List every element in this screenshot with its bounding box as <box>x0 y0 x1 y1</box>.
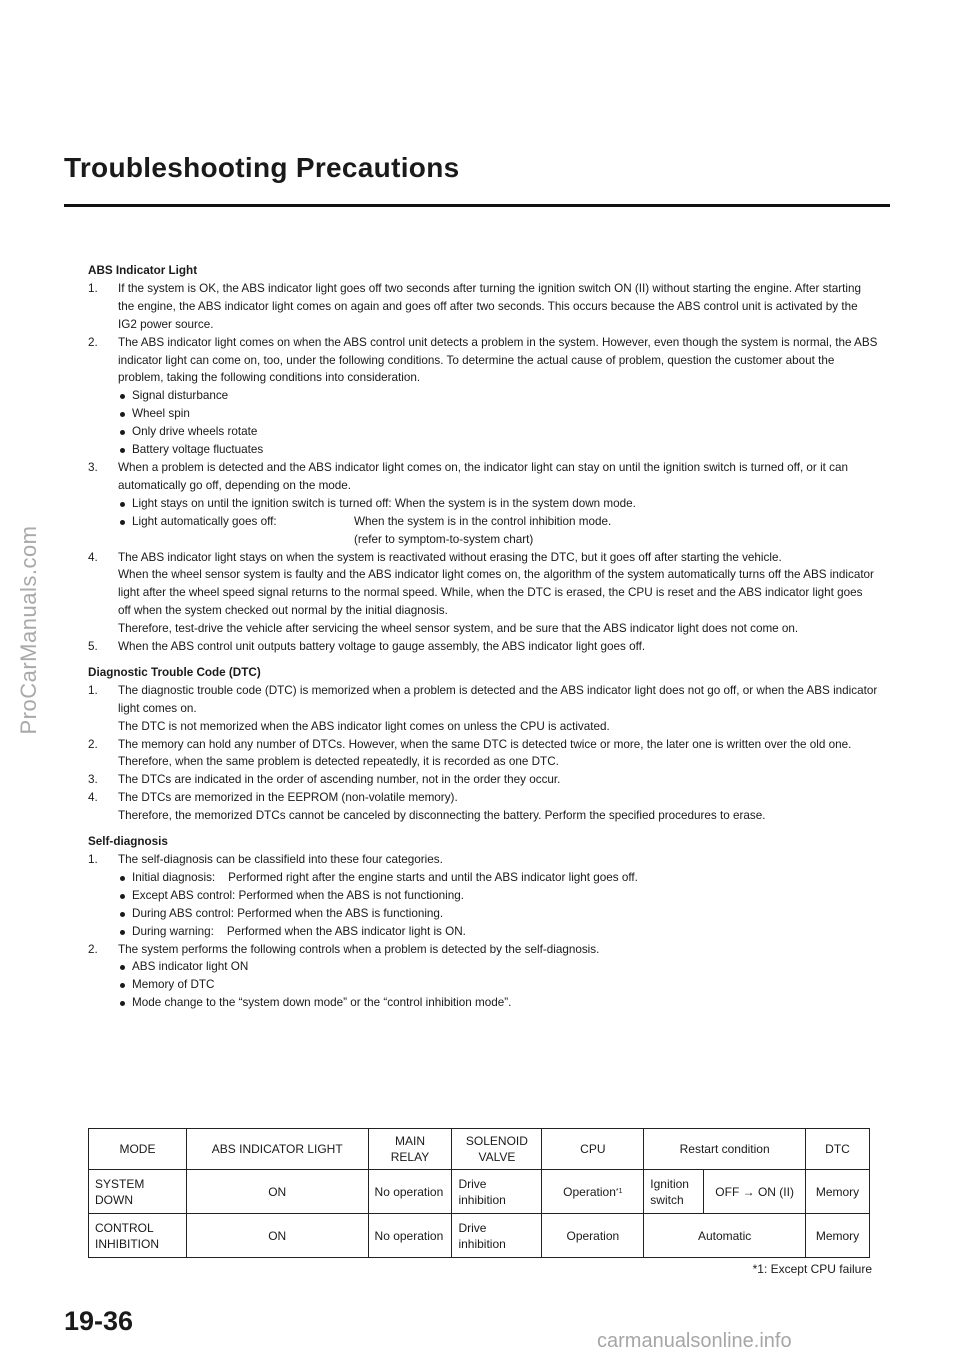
bullet: Light automatically goes off: When the system is in the control inhibition mode. <box>118 513 878 531</box>
bullet: Light stays on until the ignition switch is turned off: When the system is in the system down mode. <box>118 495 878 513</box>
bullet: Only drive wheels rotate <box>118 423 878 441</box>
bullet: Initial diagnosis: Performed right after the engine starts and until the ABS indicator light goes off. <box>118 869 878 887</box>
bullet: ABS indicator light ON <box>118 958 878 976</box>
abs-heading: ABS Indicator Light <box>88 264 198 277</box>
abs-item-4: 4. The ABS indicator light stays on when the system is reactivated without erasing the DTC, but it goes off after starting the vehicle. When the wheel sensor system is faulty and the ABS indicator light comes on, the algorithm of the system automatically turns off the ABS indicator light after the wheel speed signal returns to the normal speed. While, when the DTC is erased, the CPU is reset and the ABS indicator light goes off when the system checked out normal by the initial diagnosis. Therefore, test-drive the vehicle after servicing the wheel sensor system, and be sure that the ABS indicator light does not come on. <box>88 550 874 636</box>
table-row: CONTROL INHIBITION ON No operation Drive inhibition Operation Automatic Memory <box>89 1214 870 1258</box>
table-footnote: *1: Except CPU failure <box>752 1262 872 1276</box>
dtc-item-2: 2. The memory can hold any number of DTCs. However, when the same DTC is detected twice or more, the later one is written over the old one. Therefore, when the same problem is detected repeatedly, it is recorded as one DTC. <box>88 737 852 769</box>
table-row: SYSTEM DOWN ON No operation Drive inhibition Operation$^{*1}$ Ignition switch OFF → ON (II) Memory <box>89 1170 870 1214</box>
dtc-item-4: 4. The DTCs are memorized in the EEPROM (non-volatile memory). Therefore, the memorized DTCs cannot be canceled by disconnecting the battery. Perform the specified procedures to erase. <box>88 791 766 823</box>
bullet: Wheel spin <box>118 405 878 423</box>
bullet: During ABS control: Performed when the ABS is functioning. <box>118 905 878 923</box>
bullet: Battery voltage fluctuates <box>118 441 878 459</box>
main-content <box>88 262 878 1012</box>
dtc-item-3: 3. The DTCs are indicated in the order of ascending number, not in the order they occur. <box>88 773 561 787</box>
bullet: Signal disturbance <box>118 387 878 405</box>
bullet: Mode change to the “system down mode” or the “control inhibition mode”. <box>118 994 878 1012</box>
abs-item-5: 5. When the ABS control unit outputs battery voltage to gauge assembly, the ABS indicator light goes off. <box>88 640 646 654</box>
bottom-watermark: carmanualsonline.info <box>597 1330 792 1352</box>
abs-item-1: 1. If the system is OK, the ABS indicator light goes off two seconds after turning the ignition switch ON (II) without starting the engine. After starting the engine, the ABS indicator light comes on again and goes off after two seconds. This occurs because the ABS control unit is activated by the IG2 power source. <box>88 281 861 331</box>
abs-section <box>88 262 878 656</box>
bullet: Memory of DTC <box>118 976 878 994</box>
selfdiag-item-1: 1. The self-diagnosis can be classifield into these four categories. Initial diagnosis: Performed right after the engine starts and until the ABS indicator light goes off. Except ABS control: Performed when the ABS is not functioning. During ABS control: Performed when the ABS is functioning. During warning: Performed when the ABS indicator light is ON. <box>88 851 878 941</box>
title-rule <box>64 204 890 207</box>
page-number: 19-36 <box>64 1306 134 1336</box>
table-header-row: MODE ABS INDICATOR LIGHT MAIN RELAY SOLENOID VALVE CPU Restart condition DTC <box>89 1129 870 1170</box>
bullet: Except ABS control: Performed when the ABS is not functioning. <box>118 887 878 905</box>
dtc-item-1: 1. The diagnostic trouble code (DTC) is memorized when a problem is detected and the ABS indicator light does not go off, or when the ABS indicator light comes on. The DTC is not memorized when the ABS indicator light comes on unless the CPU is activated. <box>88 683 878 733</box>
abs-item-2: 2. The ABS indicator light comes on when the ABS control unit detects a problem in the system. However, even though the system is normal, the ABS indicator light can come on, too, under the following conditions. To determine the actual cause of problem, question the customer about the problem, taking the following conditions into consideration. Signal disturbance Wheel spin Only drive wheels rotate Battery voltage fluctuates <box>88 334 878 459</box>
dtc-heading: Diagnostic Trouble Code (DTC) <box>88 665 261 679</box>
dtc-section <box>88 664 878 825</box>
mode-table <box>88 1128 870 1258</box>
side-watermark: ProCarManuals.com <box>16 525 41 735</box>
selfdiag-item-2: 2. The system performs the following controls when a problem is detected by the self-diagnosis. ABS indicator light ON Memory of DTC Mode change to the “system down mode” or the “control inhibition mode”. <box>88 941 878 1013</box>
bullet: During warning: Performed when the ABS indicator light is ON. <box>118 923 878 941</box>
abs-item-3: 3. When a problem is detected and the ABS indicator light comes on, the indicator light can stay on until the ignition switch is turned off, or it can automatically go off, depending on the mode. Light stays on until the ignition switch is turned off: When the system is in the system down mode. Light automatically goes off: When the system is in the control inhibition mode. (refer to symptom-to-system chart) <box>88 459 878 549</box>
selfdiag-section <box>88 833 878 1012</box>
selfdiag-heading: Self-diagnosis <box>88 835 168 849</box>
page-title: Troubleshooting Precautions <box>64 152 460 183</box>
